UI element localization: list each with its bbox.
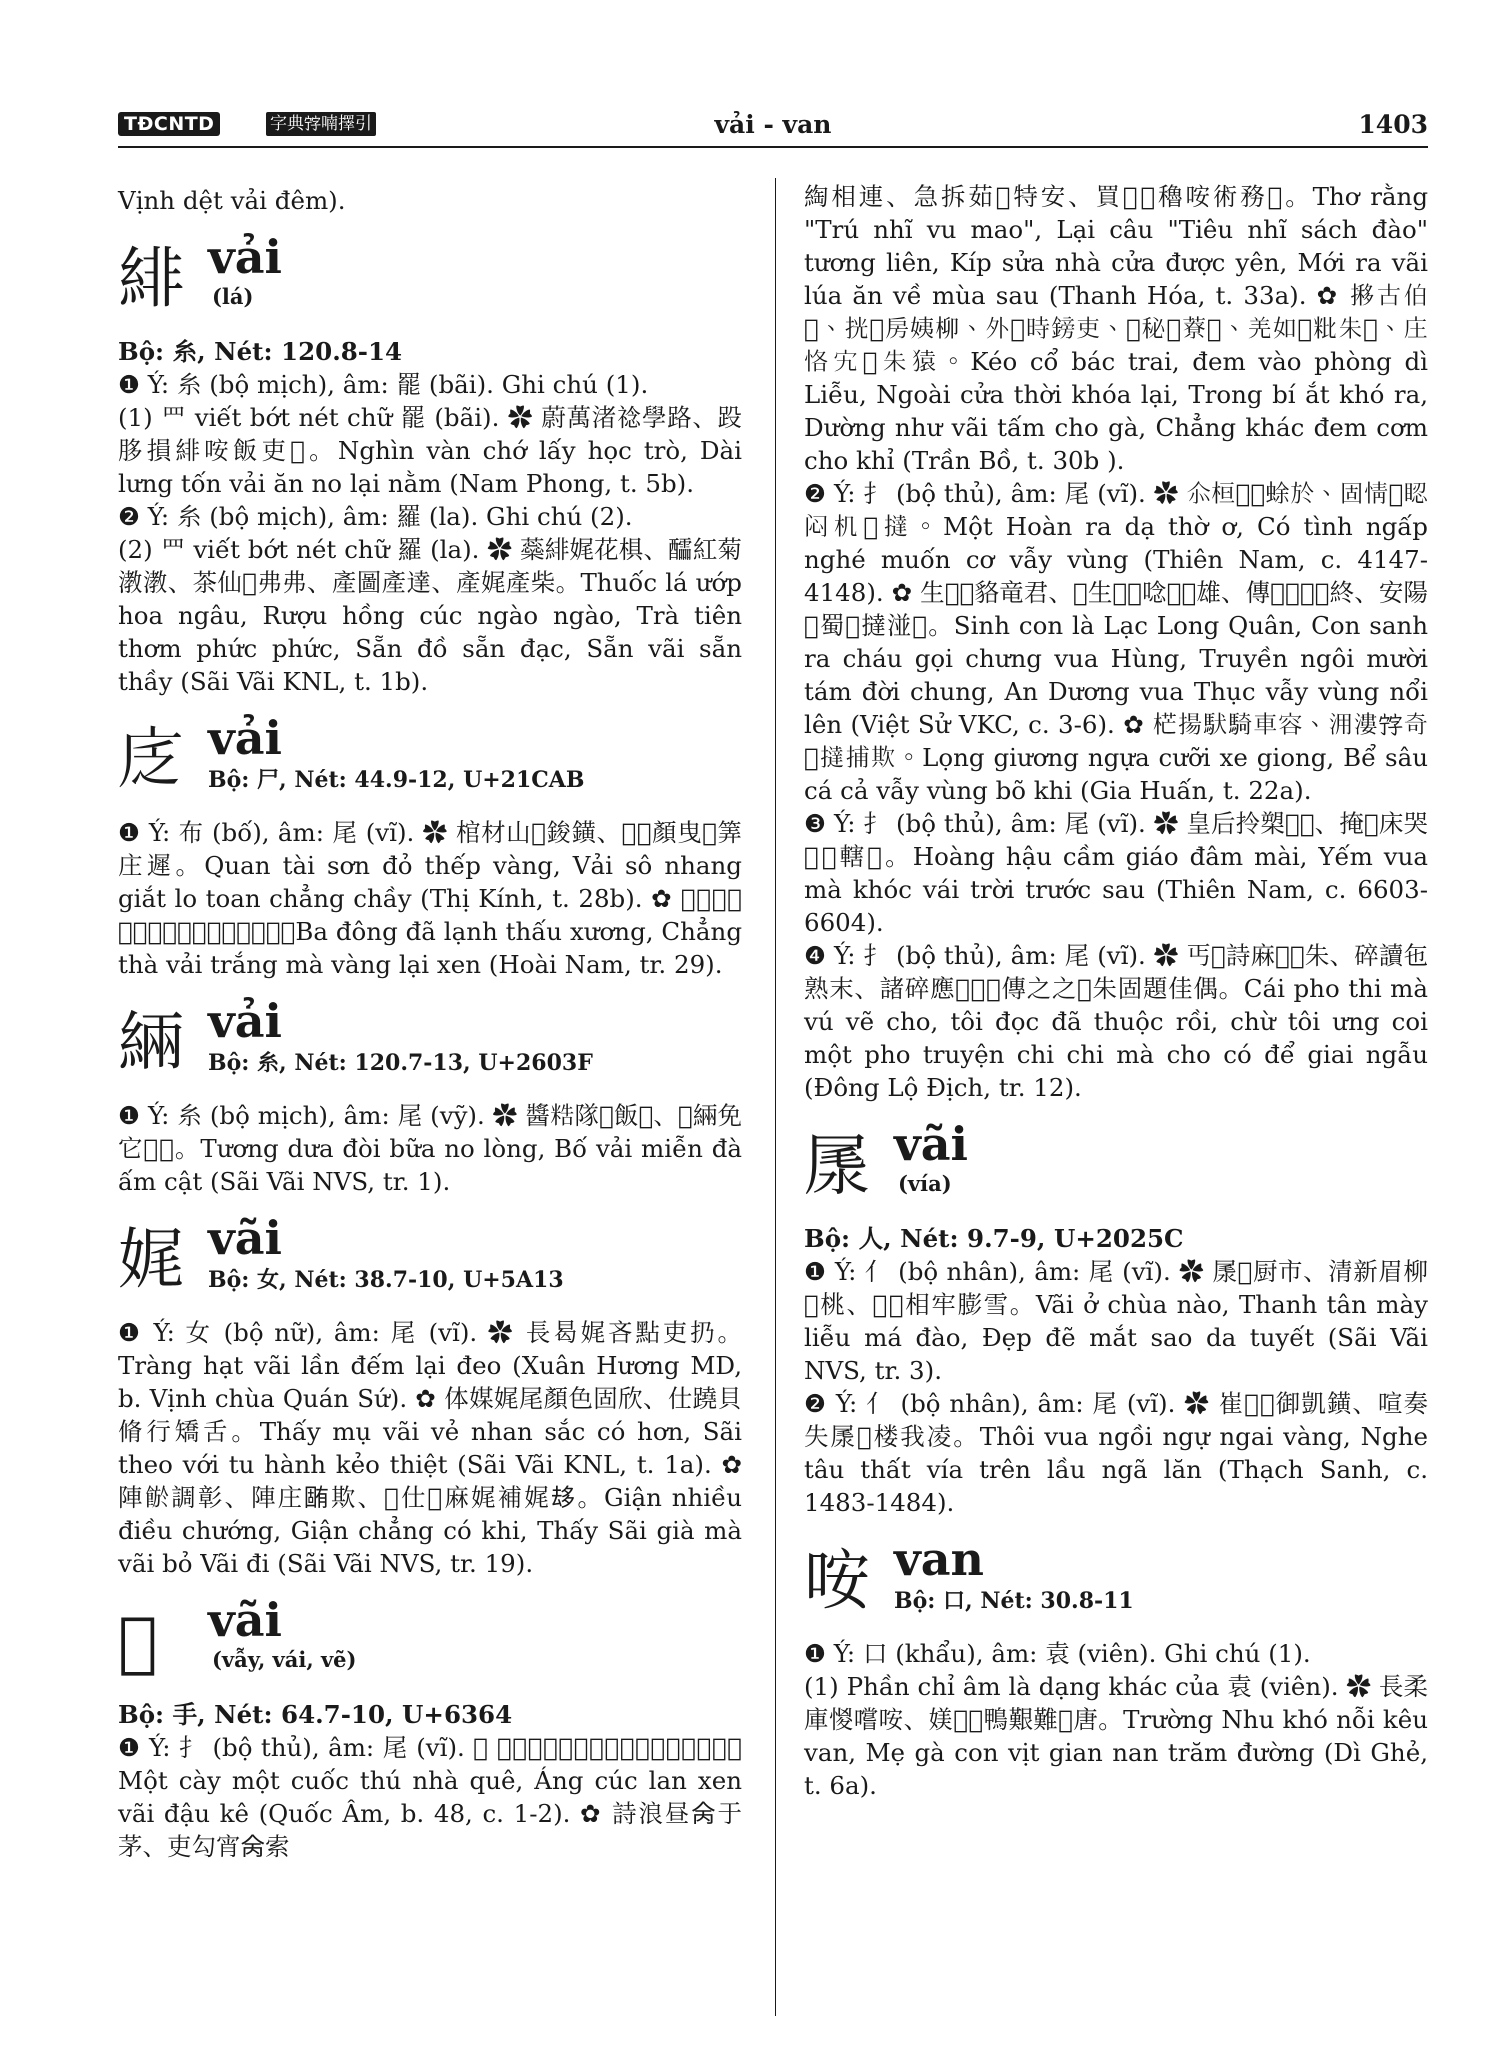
headword: vãi	[208, 1211, 283, 1265]
variant-readings: (lá)	[212, 284, 254, 309]
note-1: (1) Phần chỉ âm là dạng khác của 袁 (viên). ✿ 長柔庫惾嚐咹、媄𪂲𤯩鴨艱難𡗉唐。Trường Nhu khó nỗi kêu van, Mẹ gà con vịt gian nan trăm đường (Dì Ghẻ, t. 6a).	[804, 1672, 1428, 1800]
sense-2: ❷ Ý: 扌 (bộ thủ), âm: 尾 (vĩ). ✿ 𠇍桓𪡔𦛋蜍於、固情𥄭𥆾闷机𢬣撻。Một Hoàn ra dạ thờ ơ, Có tình ngấp nghé muốn cơ vẫy vùng (Thiên Nam, c. 4147-4148). ✿ 生𤯩𡗉貉竜君、𤯩生𤯩𠰘唸𤎏𢬣雄、傳𩈘𢀭𢯰𡗉終、安陽𢬣蜀𢬣撻湴𧿆。Sinh con là Lạc Long Quân, Con sanh ra cháu gọi chưng vua Hùng, Truyền ngôi mười tám đời chung, An Dương vua Thục vẫy vùng nổi lên (Việt Sử VKC, c. 3-6). ✿ 𣒣揚䭾騎車容、𣳔漊𡨸奇𢬣撻捕欺。Lọng giương ngựa cưỡi xe giong, Bể sâu cá cả vẫy vùng bõ khi (Gia Huấn, t. 22a).	[804, 479, 1428, 805]
entry-4	[118, 1212, 742, 1580]
sense-1: ❶ Ý: 口 (khẩu), âm: 袁 (viên). Ghi chú (1).	[804, 1639, 1311, 1668]
sense-1: ❶ Ý: 亻 (bộ nhân), âm: 尾 (vĩ). ✿ 㞙𣊾厨市、清新眉柳𦟐桃、𩈘𦛌相牢膨雪。Vãi ở chùa nào, Thanh tân mày liễu má đào, Đẹp đẽ mắt sao da tuyết (Sãi Vãi NVS, tr. 3).	[804, 1257, 1428, 1385]
sense-4: ❹ Ý: 扌 (bộ thủ), âm: 尾 (vĩ). ✿ 丐𦝄詩麻𡛔𢬣朱、碎讀㐌熟末、諸碎應𥆾𠬠𦝄傳之之𢬣朱固題佳偶。Cái pho thi mà vú vẽ cho, tôi đọc đã thuộc rồi, chừ tôi ưng coi một pho truyện chi chi mà cho có để giai ngẫu (Đông Lộ Địch, tr. 12).	[804, 941, 1428, 1102]
entry-1	[118, 231, 742, 698]
page-header	[118, 108, 1428, 144]
page-number: 1403	[1358, 110, 1428, 139]
entry-3	[118, 995, 742, 1198]
header-rule	[118, 146, 1428, 148]
column-divider	[775, 178, 776, 2016]
entry-2	[118, 712, 742, 981]
entry-character: 緋	[118, 240, 184, 317]
entry-character: 咹	[804, 1542, 870, 1619]
sense-1: ❶ Ý: 女 (bộ nữ), âm: 尾 (vĩ). ✿ 長曷娓吝點吏扔。Tràng hạt vãi lần đếm lại đeo (Xuân Hương MD, b. Vịnh chùa Quán Sứ). ✿ 体媒娓尾顏色固欣、仕蹺貝脩行矯舌。Thấy mụ vãi vẻ nhan sắc có hơn, Sãi theo với tu hành kẻo thiệt (Sãi Vãi KNL, t. 1a). ✿ 陣𩜏調彰、陣庄𣎏欺、𧡊仕𦓅麻娓補娓𠫾。Giận nhiều điều chướng, Giận chẳng có khi, Thấy Sãi già mà vãi bỏ Vãi đi (Sãi Vãi NVS, tr. 19).	[118, 1318, 742, 1578]
variant-readings: (vía)	[898, 1171, 952, 1196]
entry-meta: Bộ: 手, Nét: 64.7-10, U+6364	[118, 1700, 513, 1729]
entry-meta: Bộ: 人, Nét: 9.7-9, U+2025C	[804, 1224, 1184, 1253]
headword: vãi	[894, 1117, 969, 1171]
headword: van	[894, 1532, 984, 1586]
entry-meta: Bộ: 尸, Nét: 44.9-12, U+21CAB	[208, 767, 585, 793]
headword: vải	[208, 994, 283, 1048]
entry-character: 𢇫	[118, 721, 184, 798]
left-column	[118, 184, 742, 1863]
entry-5	[118, 1594, 742, 1863]
sense-1: ❶ Ý: 布 (bố), âm: 尾 (vĩ). ✿ 棺材山𪽌鋑鐄、𢇫𦇒顏曳𢰥筭庄遲。Quan tài sơn đỏ thếp vàng, Vải sô nhang giắt lo toan chẳng chầy (Thị Kính, t. 28b). ✿ 𢀭冬㐌冷透昌、庄他𢇫𤽸麻鐄吏𢀭。Ba đông đã lạnh thấu xương, Chẳng thà vải trắng mà vàng lại xen (Hoài Nam, tr. 29).	[118, 818, 742, 979]
entry-continuation: 綯相連、急拆茹𦁹特安、買𤯩𢬣穭咹術務𦫦。Thơ rằng "Trú nhĩ vu mao", Lại câu "Tiêu nhĩ sách đào" tương liên, Kíp sửa nhà cửa được yên, Mới ra vãi lúa ăn về mùa sau (Thanh Hóa, t. 33a). ✿ 𢴐古伯𪥘、挄𢀭房姨柳、外𦁹時鎊吏、𨉟秘𢀭𦼔𤯩、羌如𢬣粃朱𪂲、庄恪宄𨫊朱猿。Kéo cổ bác trai, đem vào phòng dì Liễu, Ngoài cửa thời khóa lại, Trong bí ắt khó ra, Dường như vãi tấm cho gà, Chẳng khác đem cơm cho khỉ (Trần Bồ, t. 30b ).	[804, 182, 1428, 475]
right-column	[804, 180, 1428, 1802]
entry-6	[804, 1118, 1428, 1519]
entry-meta: Bộ: 糸, Nét: 120.8-14	[118, 337, 403, 366]
headword: vải	[208, 711, 283, 765]
note-2: (2) 罒 viết bớt nét chữ 羅 (la). ✿ 蘂緋娓花椇、醽紅菊漖漖、茶仙𦲿弗弗、產圖產達、產娓產柴。Thuốc lá ướp hoa ngâu, Rượu hồng cúc ngào ngào, Trà tiên thơm phức phức, Sẵn đồ sẵn đạc, Sẵn vãi sẵn thầy (Sãi Vãi KNL, t. 1b).	[118, 535, 742, 696]
entry-7	[804, 1533, 1428, 1802]
sense-1: ❶ Ý: 糸 (bộ mịch), âm: 尾 (vỹ). ✿ 醬𥺊隊𣇜飯𢚸、𦀊緉免它𡏦𦛌。Tương dưa đòi bữa no lòng, Bố vải miễn đà ấm cật (Sãi Vãi NVS, tr. 1).	[118, 1101, 742, 1196]
sense-2: ❷ Ý: 亻 (bộ nhân), âm: 尾 (vĩ). ✿ 崔𢬣𡎢御凱鐄、喧奏失㞙𨕭楼我凌。Thôi vua ngồi ngự ngai vàng, Nghe tâu thất vía trên lầu ngã lăn (Thạch Sanh, c. 1483-1484).	[804, 1389, 1428, 1517]
entry-meta: Bộ: 口, Nét: 30.8-11	[894, 1588, 1134, 1614]
dictionary-logo-nom: 字典𡨸喃擇引	[266, 112, 376, 136]
entry-meta: Bộ: 女, Nét: 38.7-10, U+5A13	[208, 1267, 564, 1293]
sense-2: ❷ Ý: 糸 (bộ mịch), âm: 羅 (la). Ghi chú (2).	[118, 502, 633, 531]
dictionary-logo: TĐCNTD	[118, 112, 220, 136]
entry-character: 㞙	[804, 1127, 870, 1204]
entry-meta: Bộ: 糸, Nét: 120.7-13, U+2603F	[208, 1050, 593, 1076]
sense-3: ❸ Ý: 扌 (bộ thủ), âm: 尾 (vĩ). ✿ 皇后拎槊𠛌𥕄、掩𢬣床哭𢬣𡗶轄𨋤。Hoàng hậu cầm giáo đâm mài, Yếm vua mà khóc vái trời trước sau (Thiên Nam, c. 6603-6604).	[804, 809, 1428, 937]
running-head: vải - van	[714, 110, 832, 139]
headword: vải	[208, 230, 283, 284]
entry-character: 𢬣	[118, 1603, 158, 1680]
entry-continuation: Vịnh dệt vải đêm).	[118, 186, 346, 215]
sense-1: ❶ Ý: 糸 (bộ mịch), âm: 罷 (bãi). Ghi chú (1).	[118, 370, 649, 399]
entry-character: 緉	[118, 1004, 184, 1081]
entry-character: 娓	[118, 1221, 184, 1298]
headword: vãi	[208, 1593, 283, 1647]
sense-1: ❶ Ý: 扌 (bộ thủ), âm: 尾 (vĩ). ✿ 𡗶𦓿𡗶鏑趣茹圭、盎菊蘭杆𢬣豆𦷾。Một cày một cuốc thú nhà quê, Áng cúc lan xen vãi đậu kê (Quốc Âm, b. 48, c. 1-2). ✿ 詩浪昼𠇮于茅、吏勾宵𠇮索	[118, 1733, 742, 1861]
variant-readings: (vẫy, vái, vẽ)	[212, 1647, 357, 1672]
note-1: (1) 罒 viết bớt nét chữ 罷 (bãi). ✿ 蔚萬渚䄒學路、䟝䏧損緋咹飯吏𦣰。Nghìn vàn chớ lấy học trò, Dài lưng tốn vải ăn no lại nằm (Nam Phong, t. 5b).	[118, 403, 742, 498]
